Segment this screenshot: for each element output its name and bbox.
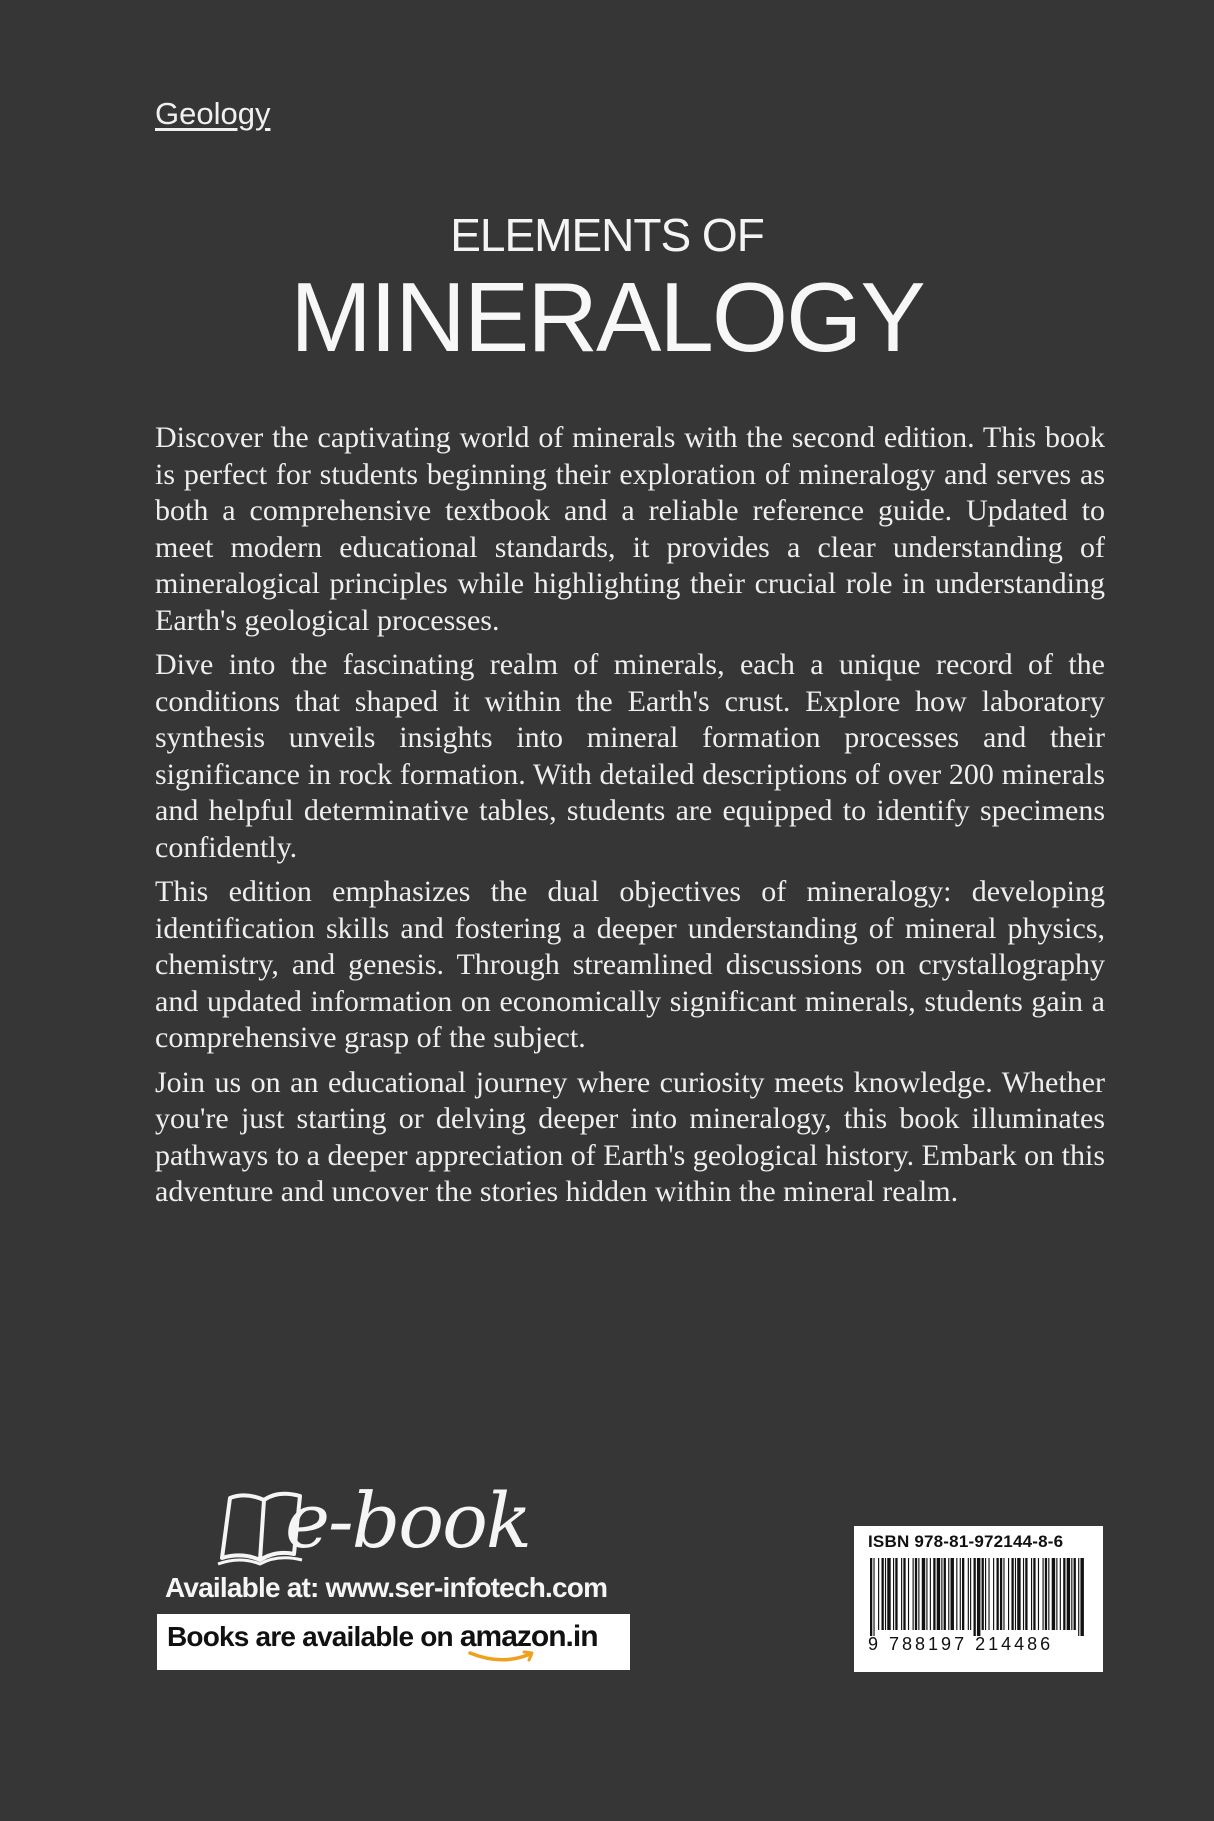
barcode-bar [1052, 1558, 1055, 1630]
barcode-bar [985, 1558, 986, 1630]
book-description [155, 420, 1105, 1219]
barcode-bar [926, 1558, 927, 1630]
barcode-bar [893, 1558, 894, 1630]
barcode-bar [1060, 1558, 1061, 1630]
barcode-bar [1056, 1558, 1057, 1630]
barcode-bar [922, 1558, 925, 1630]
barcode-digits: 9 788197 214486 [868, 1634, 1054, 1654]
barcode-bar [1063, 1558, 1065, 1630]
barcode-bar [1003, 1558, 1004, 1630]
title-line-1: ELEMENTS OF [450, 209, 764, 261]
ebook-logo-text: e-book [285, 1476, 530, 1565]
barcode-bar [918, 1558, 919, 1630]
barcode-bar [870, 1558, 872, 1636]
barcode-bar [997, 1558, 999, 1630]
barcode-bar [944, 1558, 946, 1630]
barcode-bar [970, 1558, 971, 1630]
barcode-bar [993, 1558, 994, 1630]
barcode-bar [937, 1558, 940, 1630]
barcode-bar [1067, 1558, 1070, 1630]
barcode-bar [882, 1558, 884, 1630]
title-line-2: MINERALOGY [290, 262, 924, 372]
description-paragraph-2: Dive into the fascinating realm of minerals, each a unique record of the conditions that shaped it within the Earth's crust. Explore how laboratory synthesis unveils insights into mineral formation processes and their significance in rock formation. With detailed descriptions of over 200 minerals and helpful determinative tables, students are equipped to identify specimens confidently. [155, 648, 1105, 864]
barcode-bar [1025, 1558, 1027, 1630]
barcode-bar [960, 1558, 961, 1630]
barcode-bar [901, 1558, 902, 1630]
amazon-prefix-text: Books are available on [167, 1621, 453, 1652]
barcode-bar [1011, 1558, 1013, 1630]
barcode-bar [878, 1558, 879, 1630]
barcode-bar [1080, 1558, 1083, 1636]
barcode-bar [1071, 1558, 1072, 1630]
barcode-bar [1031, 1558, 1032, 1630]
barcode-bar [1023, 1558, 1024, 1630]
available-at-text: Available at: www.ser-infotech.com [165, 1572, 608, 1603]
isbn-barcode-box [854, 1526, 1103, 1672]
barcode-bar [885, 1558, 886, 1630]
barcode-bar [1038, 1558, 1039, 1630]
barcode-bar [1033, 1558, 1035, 1630]
barcode-bar [962, 1558, 964, 1630]
barcode-bar [1017, 1558, 1020, 1630]
description-paragraph-3: This edition emphasizes the dual objectives of mineralogy: developing identification skills and fostering a deeper understanding of mineral physics, chemistry, and genesis. Through streamlined discussions on crystallography and updated information on economically significant minerals, students gain a comprehensive grasp of the subject. [155, 875, 1105, 1054]
barcode-bar [1008, 1558, 1009, 1630]
category-label: Geology [155, 96, 271, 131]
amazon-availability-box [157, 1614, 630, 1670]
barcode-bar [951, 1558, 954, 1630]
barcode-bar [915, 1558, 917, 1630]
barcode-bar [948, 1558, 949, 1630]
barcode-bar [956, 1558, 957, 1630]
barcode-bar [1043, 1558, 1044, 1630]
barcode-bar [913, 1558, 914, 1630]
barcode-bar [933, 1558, 935, 1630]
amazon-smile-icon [468, 1650, 538, 1664]
barcode-bar [988, 1558, 989, 1630]
barcode-bar [887, 1558, 890, 1630]
barcode-bar [930, 1558, 931, 1630]
barcode-bar [1078, 1558, 1079, 1636]
barcode-bar [1000, 1558, 1002, 1630]
barcode-bar [941, 1558, 942, 1630]
barcode-bar [1074, 1558, 1076, 1630]
barcode-bar [895, 1558, 897, 1630]
description-paragraph-4: Join us on an educational journey where curiosity meets knowledge. Whether you're just starting or delving deeper into mineralogy, this book illuminates pathways to a deeper appreciation of Earth's geological history. Embark on this adventure and uncover the stories hidden within the mineral realm. [155, 1065, 1105, 1208]
barcode-icon [868, 1558, 1089, 1636]
barcode-bar [1015, 1558, 1016, 1630]
isbn-label: ISBN 978-81-972144-8-6 [868, 1532, 1064, 1551]
barcode-bar [1048, 1558, 1049, 1630]
amazon-logo: amazon.in [460, 1620, 598, 1653]
barcode-bar [968, 1558, 969, 1630]
barcode-bar [977, 1558, 980, 1636]
barcode-bar [873, 1558, 874, 1636]
barcode-bar [903, 1558, 905, 1630]
barcode-bar [1045, 1558, 1047, 1630]
barcode-bar [982, 1558, 984, 1630]
barcode-bar [908, 1558, 909, 1630]
description-paragraph-1: Discover the captivating world of minerals with the second edition. This book is perfect for students beginning their exploration of mineralogy and serves as both a comprehensive textbook and a reliable reference guide. Updated to meet modern educational standards, it provides a clear understanding of mineralogical principles while highlighting their crucial role in understanding Earth's geological processes. [155, 421, 1105, 637]
barcode-bar [974, 1558, 976, 1636]
